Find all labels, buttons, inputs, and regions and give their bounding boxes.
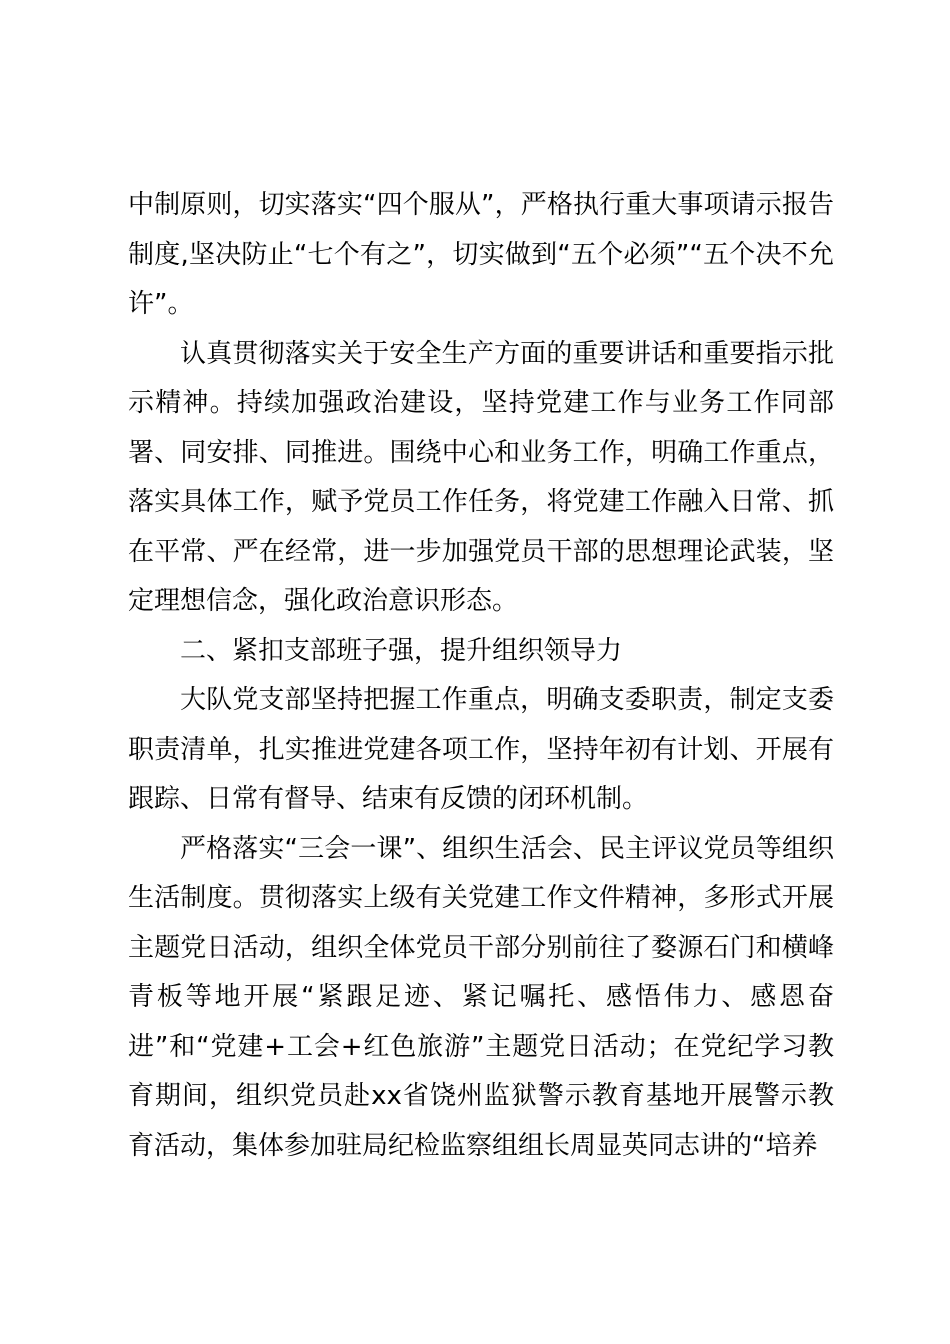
paragraph-continuation: 中制原则，切实落实“四个服从”，严格执行重大事项请示报告制度,坚决防止“七个有之”，切实做到“五个必须”“五个决不允许”。	[128, 190, 834, 319]
paragraph-organization-life: 严格落实“三会一课”、组织生活会、民主评议党员等组织生活制度。贯彻落实上级有关党建工作文件精神，多形式开展主题党日活动，组织全体党员干部分别前往了婺源石门和横峰青板等地开展“紧跟足迹、紧记嘱托、感悟伟力、感恩奋进”和“党建+工会+红色旅游”主题党日活动；在党纪学习教育期间，组织党员赴xx省饶州监狱警示教育基地开展警示教育活动，集体参加驻局纪检监察组组长周显英同志讲的“培养	[128, 833, 834, 1161]
section-heading: 二、紧扣支部班子强，提升组织领导力	[180, 635, 623, 666]
paragraph-safety-production: 认真贯彻落实关于安全生产方面的重要讲话和重要指示批示精神。持续加强政治建设，坚持党建工作与业务工作同部署、同安排、同推进。围绕中心和业务工作，明确工作重点，落实具体工作，赋予党员工作任务，将党建工作融入日常、抓在平常、严在经常，进一步加强党员干部的思想理论武装，坚定理想信念，强化政治意识形态。	[128, 338, 834, 616]
paragraph-branch-duties: 大队党支部坚持把握工作重点，明确支委职责，制定支委职责清单，扎实推进党建各项工作，坚持年初有计划、开展有跟踪、日常有督导、结束有反馈的闭环机制。	[128, 685, 834, 814]
document-body	[128, 181, 834, 1171]
